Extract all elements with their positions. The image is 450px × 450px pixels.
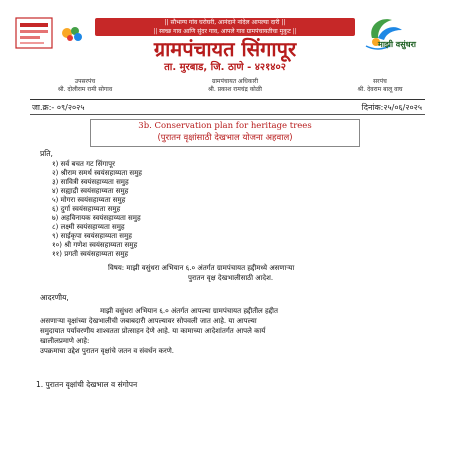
recipient-item: २) श्रीराम समर्थ स्वयंसहाय्यता समुह (52, 169, 143, 177)
document-heading-box (90, 119, 360, 147)
tagline-banner (95, 18, 355, 36)
body-line: माझी वसुंधरा अभियान ६.० अंतर्गत आपल्या ग्रामपंचायत हद्दीतील हद्दीत (100, 307, 278, 315)
official-role: उपसरपंच (74, 78, 96, 85)
recipient-item: ७) अहविनायक स्वयंसहाय्यता समुह (52, 214, 141, 222)
official-gram-panchayat-officer (180, 78, 290, 94)
recipient-item: ३) सावित्री स्वयंसहाय्यता समुह (52, 178, 129, 186)
subject-line-2: पुरातन वृक्ष देखभालीसाठी आदेश. (188, 274, 274, 282)
tagline-line-1: || सौभाग्य गांव घरोघरी, आनंदाने नांदेल आपल्या दारी || (164, 19, 286, 26)
heading-marathi: (पुरातन वृक्षांसाठी देखभाल योजना अहवाल) (157, 133, 293, 143)
official-name: श्री. देवराम बालू वाघ (357, 86, 403, 93)
recipient-item: ४) सह्याद्री स्वयंसहाय्यता समुह (52, 187, 129, 195)
body-line: समुदायात पर्यावरणीय शाश्वतता प्रोत्साहन देणे आहे. या कामाच्या आदेशांतर्गत आपले कार्य (40, 327, 266, 335)
official-name: श्री. दोलीराम रामी सोगाव (57, 86, 113, 93)
recipient-item: ६) दुर्गा स्वयंसहाय्यता समुह (52, 205, 121, 213)
subject-line-1: विषय: माझी वसुंधरा अभियान ६.० अंतर्गत ग्रामपंचायत हद्दीमध्ये असणाऱ्या (108, 264, 295, 272)
address-line: ता. मुरबाड, जि. ठाणे - ४२१४०२ (164, 62, 286, 73)
reference-divider (30, 114, 425, 115)
outward-number: जा.क्र:- ०९/२०२५ (32, 103, 85, 112)
salutation: आदरणीय, (40, 293, 69, 302)
recipient-item: १) सर्व बचत गट सिंगापूर (52, 160, 115, 168)
official-role: ग्रामपंचायत अधिकारी (211, 78, 259, 85)
gram-panchayat-title: ग्रामपंचायत सिंगापूर (153, 37, 297, 61)
body-line: असणाऱ्या वृक्षांच्या देखभालीची जबाबदारी आपल्यावर सोपवली जात आहे. या आपल्या (40, 317, 257, 325)
logo-caption: माझी वसुंधरा (378, 40, 416, 49)
recipient-item: १०) श्री गणेश स्वयंसहाय्यता समुह (52, 241, 138, 249)
section-heading-1: 1. पुरातन वृक्षांची देखभाल व संगोपन (36, 380, 138, 389)
tagline-line-2: || स्वच्छ गाव आणि सुंदर गाव, आपले गाव ग्रामपंचायतीचा मुकुट || (153, 28, 297, 35)
officials-row (40, 78, 420, 98)
official-name: श्री. प्रकाश रामचंद्र कोळी (208, 86, 262, 93)
official-role: सरपंच (373, 78, 387, 85)
majhi-vasundhara-logo (358, 12, 424, 62)
letter-date: दिनांक:२५/०६/२०२५ (361, 103, 422, 112)
header-divider (30, 99, 425, 100)
official-sarpanch (330, 78, 430, 94)
subject-block (108, 263, 378, 283)
recipient-item: ५) मोगरा स्वयंसहाय्यता समुह (52, 196, 126, 204)
official-deputy-sarpanch (40, 78, 130, 94)
body-line: उपक्रमाचा उद्देश पुरातन वृक्षांचे जतन व संवर्धन करणे. (40, 347, 175, 355)
heading-english: 3b. Conservation plan for heritage trees (138, 121, 312, 131)
recipient-item: ९) साईकृपा स्वयंसहाय्यता समुह (52, 232, 132, 240)
recipients-label: प्रति, (40, 149, 53, 158)
campaign-logo (58, 22, 86, 44)
recipient-item: ११) प्रगती स्वयंसहाय्यता समुह (52, 250, 129, 258)
letter-body (40, 306, 415, 356)
recipient-item: ८) लक्ष्मी स्वयंसहाय्यता समुह (52, 223, 125, 231)
reference-line (32, 102, 422, 114)
body-line: खालीलप्रमाणे आहे: (40, 337, 90, 345)
